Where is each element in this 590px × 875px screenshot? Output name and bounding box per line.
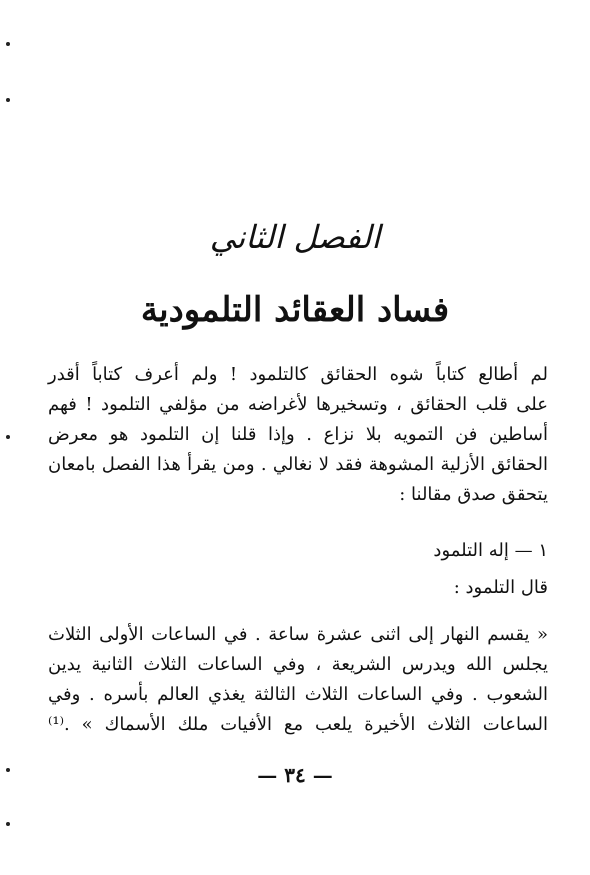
margin-mark <box>6 822 10 826</box>
paragraph-line: لم أطالع كتاباً شوه الحقائق كالتلمود ! ولم أعرف كتاباً أقدر <box>48 364 548 385</box>
quote-line: الشعوب . وفي الساعات الثلاث الثالثة يغذي العالم بأسره . وفي <box>48 684 548 705</box>
margin-mark <box>6 435 10 439</box>
margin-mark <box>6 98 10 102</box>
paragraph-line: الحقائق الأزلية المشوهة فقد لا نغالي . ومن يقرأ هذا الفصل بامعان <box>48 454 548 475</box>
quote-line: « يقسم النهار إلى اثنى عشرة ساعة . في الساعات الأولى الثلاث <box>48 624 548 645</box>
chapter-title: فساد العقائد التلمودية <box>140 290 450 330</box>
chapter-label: الفصل الثاني <box>209 218 381 256</box>
quote-line: يجلس الله ويدرس الشريعة ، وفي الساعات الثلاث الثانية يدين <box>48 654 548 675</box>
margin-mark <box>6 42 10 46</box>
section-heading: ١ — إله التلمود <box>433 540 548 561</box>
intro-paragraph <box>48 360 548 510</box>
paragraph-line: أساطين فن التمويه بلا نزاع . وإذا قلنا إن التلمود هو معرض <box>48 424 548 445</box>
quote-line: الساعات الثلاث الأخيرة يلعب مع الأفيات ملك الأسماك » .⁽¹⁾ <box>48 714 548 735</box>
page-number: — ٣٤ — <box>257 763 333 787</box>
paragraph-line: على قلب الحقائق ، وتسخيرها لأغراضه من مؤلفي التلمود ! فهم <box>48 394 548 415</box>
quote-intro: قال التلمود : <box>453 577 548 598</box>
paragraph-line: يتحقق صدق مقالنا : <box>399 484 548 505</box>
quote-paragraph <box>48 620 548 740</box>
